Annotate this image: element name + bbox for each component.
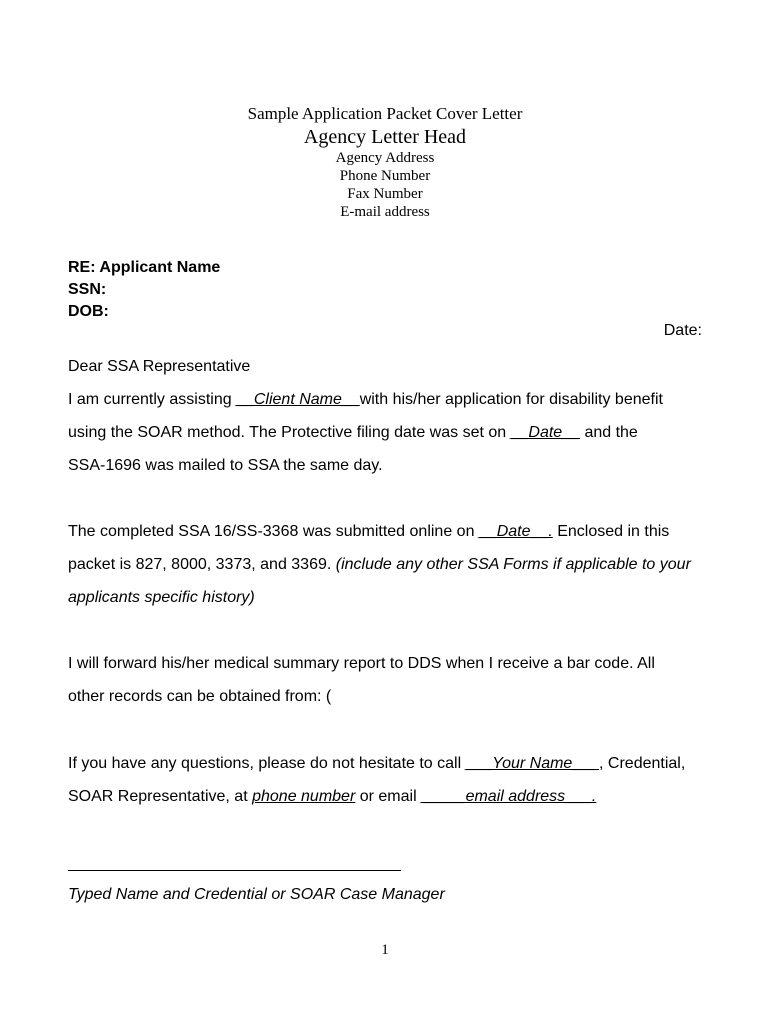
date-label: Date:: [663, 322, 702, 339]
your-name-blank: ___Your Name___: [465, 755, 600, 772]
email-address-blank: _____email address___.: [421, 788, 597, 805]
paragraph-2-line-1: [68, 522, 669, 542]
phone-number-blank: phone number: [252, 788, 356, 805]
text-run: packet is 827, 8000, 3373, and 3369.: [68, 556, 336, 573]
forms-note: (include any other SSA Forms if applicable to your: [335, 556, 691, 573]
text-run: SOAR Representative, at: [68, 788, 253, 805]
paragraph-2-line-2: [68, 555, 691, 575]
re-block: [68, 257, 220, 323]
text-run: and the: [580, 424, 638, 441]
text-run: If you have any questions, please do not hesitate to call: [68, 755, 466, 772]
submitted-date-blank: __Date__.: [478, 523, 553, 540]
text-run: The completed SSA 16/SS-3368 was submitted online on: [68, 523, 479, 540]
paragraph-3-line-1: I will forward his/her medical summary report to DDS when I receive a bar code. All: [68, 655, 655, 672]
text-run: using the SOAR method. The Protective filing date was set on: [68, 424, 511, 441]
client-name-blank: __Client Name__: [236, 391, 360, 408]
text-run: Enclosed in this: [552, 523, 670, 540]
agency-address: Agency Address: [335, 150, 435, 166]
salutation: Dear SSA Representative: [68, 358, 251, 375]
text-run: with his/her application for disability benefit: [359, 391, 663, 408]
text-run: or email: [355, 788, 422, 805]
paragraph-1-line-3: SSA-1696 was mailed to SSA the same day.: [68, 457, 383, 474]
agency-fax: Fax Number: [347, 186, 423, 202]
text-run: I am currently assisting: [68, 391, 237, 408]
paragraph-4-line-1: [68, 754, 685, 774]
page-number: 1: [381, 942, 389, 958]
paragraph-2-line-3: applicants specific history): [68, 589, 255, 606]
signature-line: [68, 870, 401, 871]
agency-phone: Phone Number: [339, 168, 431, 184]
signature-caption: Typed Name and Credential or SOAR Case Manager: [68, 886, 445, 903]
paragraph-1-line-1: [68, 390, 663, 410]
text-run: , Credential,: [599, 755, 686, 772]
letterhead: [0, 103, 770, 221]
re-ssn: SSN:: [68, 281, 107, 298]
agency-letter-head: Agency Letter Head: [303, 126, 467, 148]
re-dob: DOB:: [68, 303, 109, 320]
agency-email: E-mail address: [340, 204, 430, 220]
paragraph-1-line-2: [68, 423, 638, 443]
paragraph-4-line-2: [68, 787, 596, 807]
re-applicant-name: RE: Applicant Name: [68, 259, 221, 276]
protective-date-blank: __Date__: [510, 424, 580, 441]
sample-title: Sample Application Packet Cover Letter: [247, 104, 523, 123]
paragraph-3-line-2: other records can be obtained from: (: [68, 688, 332, 705]
